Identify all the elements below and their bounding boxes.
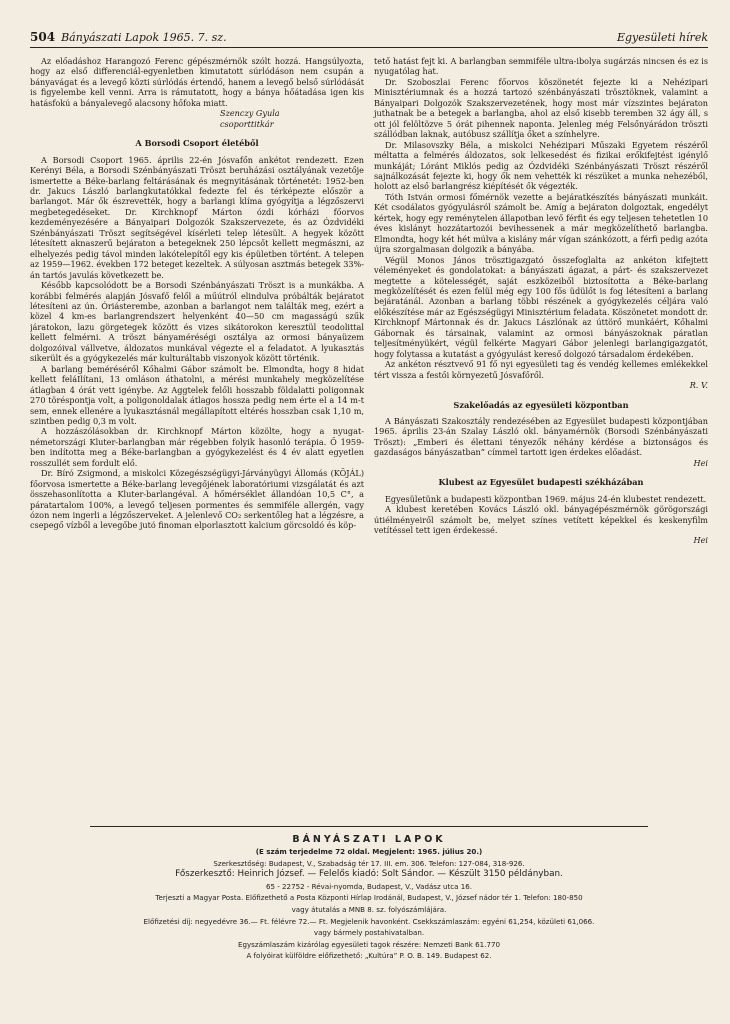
author-initials: Hei [693,457,708,468]
paragraph: Végül Monos János trösztigazgató összefoglalta az ankéton kifejtett véleményeket és gondolatokat: a bányászati ágazat, a párt- és szakszervezet megtette a kötelességét, saját eszközeiből biztosította a Béke-barlang megközelítését és ezen felül még egy 100 fős üdülőt is fog létesíteni a barlang bejáratánál. Azonban a barlang többi részének a gyógykezelés céljára való előkészítése már az Egészségügyi Minisztérium feladata. Köszönetet mondott dr. Kirchknopf Mártonnak és dr. Jakucs Lászlónak az úttörő munkáért, Kőhalmi Gábornak és társainak, valamint az ormosi bányászoknak páratlan teljesítményükért, végül felkérte Magyari Gábor jelenlegi barlangigazgatót, hogy folytassa a kutatást a gyógyulást kereső dolgozó társadalom érdekében. [374,254,708,359]
paragraph: A Borsodi Csoport 1965. április 22-én Jósvafőn ankétot rendezett. Ezen Kerényi Béla, a Borsodi Szénbányászati Tröszt beruházási osztályának vezetője ismertette a Béke-barlang feltárásának és megnyitásának történetét: 1952-ben dr. Jakucs László barlangkutatókkal fedezte fel és térképezte először a barlangot. Már ők észrevették, hogy a barlangi klíma gyógyítja a légzőszervi megbetegedéseket. Dr. Kirchknopf Márton ózdi kórházi főorvos kezdeményezésére a Bányaipari Dolgozók Szakszervezete, és az Ózdvidéki Szénbányászati Tröszt segítségével kísérleti telep létesült. A hegyek között létesített aknaszerű bejáraton a betegeknek 250 lépcsőt kellett megmászni, az elhelyezés pedig távol minden lakótelepítől egy kis épületben történt. A telepen az 1959—1962. években 172 beteget kezeltek. A súlyosan asztmás betegek 33%-án tartós javulás következett be. [30,154,364,280]
running-header [30,30,708,48]
paragraph: A hozzászólásokban dr. Kirchknopf Márton közölte, hogy a nyugat-németországi Kluter-barlangban már régebben folyik hasonló terápia. Ő 1959-ben indította meg a Béke-barlangban a gyógykezelést és 4 év alatt egyetlen rosszullét sem fordult elő. [30,426,364,468]
paragraph: Később kapcsolódott be a Borsodi Szénbányászati Tröszt is a munkákba. A korábbi felmérés alapján Jósvafő felől a műútról elindulva próbálták bejáratot létesíteni az ún. Óriásterembe, azonban a barlangot nem találták meg, ezért a közel 4 km-es barlangrendszert helyenként 40—50 cm magasságú szűk járatokon, lazu görgetegek között és vizes sikátorokon keresztül teodolittal kellett felmérni. A tröszt bányaméréségi osztálya az ormosi bányaüzem dolgozóival vállvetve, áldozatos munkával végezte el a feladatot. A lyukasztás sikerült és a gyógykezelés már kulturáltabb viszonyok között történik. [30,280,364,364]
signature [220,108,364,129]
right-column [374,56,708,804]
signature-name: Szenczy Gyula [220,108,280,119]
author-initials: Hei [693,535,708,546]
signature-role: csoporttitkár [220,118,274,129]
intro-paragraph: Az előadáshoz Harangozó Ferenc gépészmérnök szólt hozzá. Hangsúlyozta, hogy az első differenciál-egyenletben kimutatott súrlódáson nem csupán a bányavágat és a levegő közti súrlódás értendő, hanem a levegő belső súrlódását is figyelembe kell venni. Arra is rámutatott, hogy a bánya hőátadása igen kis hatásfokú a bányalevegő alacsony hőfoka miatt. [30,56,364,108]
journal-title: Bányászati Lapok 1965. 7. sz. [61,31,227,44]
paragraph: Az ankéton résztvevő 91 fő nyi egyesületi tag és vendég kellemes emlékekkel tért vissza a festői környezetű Jósvafőről. [374,359,708,380]
text-columns [30,56,708,804]
imprint-title: BÁNYÁSZATI LAPOK [292,834,446,845]
imprint-line: vagy bármely postahivatalban. [313,928,425,938]
article-title-borsod: A Borsodi Csoport életéből [135,138,259,149]
divider [90,826,648,827]
author-initials: R. V. [689,380,708,391]
paragraph: Dr. Bíró Zsigmond, a miskolci Közegészségügyi-Járványügyi Állomás (KÖJÁL) főorvosa ismertette a Béke-barlang levegőjének laboratóriumi vizsgálatát és azt összehasonlította a Kluter-barlangéval. A hőmérséklet állandóan 10,5 C°, a páratartalom 100%, a levegő teljesen pormentes és semmiféle allergén, vagy ózon nem ingerli a légzőszerveket. A jelenlevő CO₂ serkentőleg hat a légzésre, a csepegő vízből a levegőbe jutó finoman elporlasztott kalcium görcsoldó és köp- [30,468,364,531]
imprint-line: Terjeszti a Magyar Posta. Előfizethető a Posta Központi Hírlap Irodánál, Budapest, V., József nádor tér 1. Telefon: 180-850 [155,893,583,903]
article-title-club: Klubest az Egyesület budapesti székházában [438,477,644,488]
left-column [30,56,364,804]
paragraph: A klubest keretében Kovács László okl. bányagépészmérnök görögországi útiélményeiről számolt be, melyet színes vetített képekkel és keskenyfilm vetítéssel tett igen érdekessé. [374,504,708,536]
page-number: 504 [30,30,56,44]
paragraph: Egyesületünk a budapesti központban 1969. május 24-én klubestet rendezett. [385,493,707,504]
imprint-line: Főszerkesztő: Heinrich József. — Felelős kiadó: Solt Sándor. — Készült 3150 példányban. [175,869,563,880]
article-title-lecture: Szakelőadás az egyesületi központban [453,399,629,410]
section-title: Egyesületi hírek [616,31,708,44]
imprint-line: Szerkesztőség: Budapest, V., Szabadság tér 17. III. em. 306. Telefon: 127-084, 318-926. [213,858,525,868]
paragraph: Tóth István ormosi főmérnök vezette a bejáratkészítés bányászati munkáit. Két csodálatos gyógyulásról számolt be. Amíg a bejáraton dolgoztak, engedélyt kértek, hogy egy reménytelen állapotban levő férfit és egy teljesen tehetetlen 10 éves kislányt hozzátartozói bevihessenek a már megközelíthető barlangba. Elmondta, hogy két hét múlva a kislány már vígan szánkózott, a férfi pedig azóta újra szorgalmasan dolgozik a bányába. [374,191,708,255]
imprint [30,833,708,962]
imprint-line: A folyóirat külföldre előfizethető: „Kultúra” P. O. B. 149. Budapest 62. [246,951,492,961]
imprint-line: 65 - 22752 - Révai-nyomda, Budapest, V., Vadász utca 16. [265,881,473,891]
paragraph: Dr. Szoboszlai Ferenc főorvos köszönetét fejezte ki a Nehézipari Minisztériumnak és a hozzá tartozó szénbányászati trösztöknek, valamint a Bányaipari Dolgozók Szakszervezetének, hogy most már vízszintes bejáraton juthatnak be a betegek a barlangba, ahol az első kisebb teremben 32 ágy áll, s ott jól felöltözve 5 órát pihennek naponta. Jelenleg még Felsőnyárádon tröszti szállódban laknak, autóbusz szállítja őket a színhelyre. [374,76,708,140]
imprint-line: Egyszámlaszám kizárólag egyesületi tagok részére: Nemzeti Bank 61.770 [238,939,500,949]
imprint-line: Előfizetési díj: negyedévre 36.— Ft. félévre 72.— Ft. Megjelenik havonként. Csekkszámlaszám: egyéni 61,254, közületi 61,066. [143,916,595,926]
paragraph: A Bányászati Szakosztály rendezésében az Egyesület budapesti központjában 1965. április 23-án Szalay László okl. bányamérnök (Borsodi Szénbányászati Tröszt): „Emberi és élettani tényezők néhány kérdése a biztonságos és gazdaságos bányászatban” címmel tartott igen érdekes előadást. [374,415,708,458]
imprint-line: (E szám terjedelme 72 oldal. Megjelent: 1965. július 20.) [255,847,483,856]
paragraph: tető hatást fejt ki. A barlangban semmiféle ultra-ibolya sugárzás nincsen és ez is nyugatólag hat. [374,56,708,77]
paragraph: A barlang beméréséről Kőhalmi Gábor számolt be. Elmondta, hogy 8 hidat kellett feláIlítani, 13 omláson áthatolni, a mérési munkahely megközelítése átlagban 4 órát vett igénybe. Az Aggtelek felőli hosszabb földalatti poligonnak 270 töréspontja volt, a poligonoldalak átlagos hossza pedig nem érte el a 14 m-t sem, ennek ellenére a lyukasztásnál megállapított eltérés hosszban csak 1,10 m, szintben pedig 0,3 m volt. [30,363,364,426]
paragraph: Dr. Milasovszky Béla, a miskolci Nehézipari Műszaki Egyetem részéről méltatta a felmérés áldozatos, sok lelkesedést és fizikai erőkifejtést igénylő munkáját; Lóránt Miklós pedig az Ózdvidéki Szénbányászati Tröszt részéről sajnálkozását fejezte ki, hogy ők nem vehették ki részüket a munka nehezéből, holott az első barlangrész kiépítését ők végezték. [374,139,708,192]
imprint-line: vagy átutalás a MNB 8. sz. folyószámlájára. [291,904,447,914]
